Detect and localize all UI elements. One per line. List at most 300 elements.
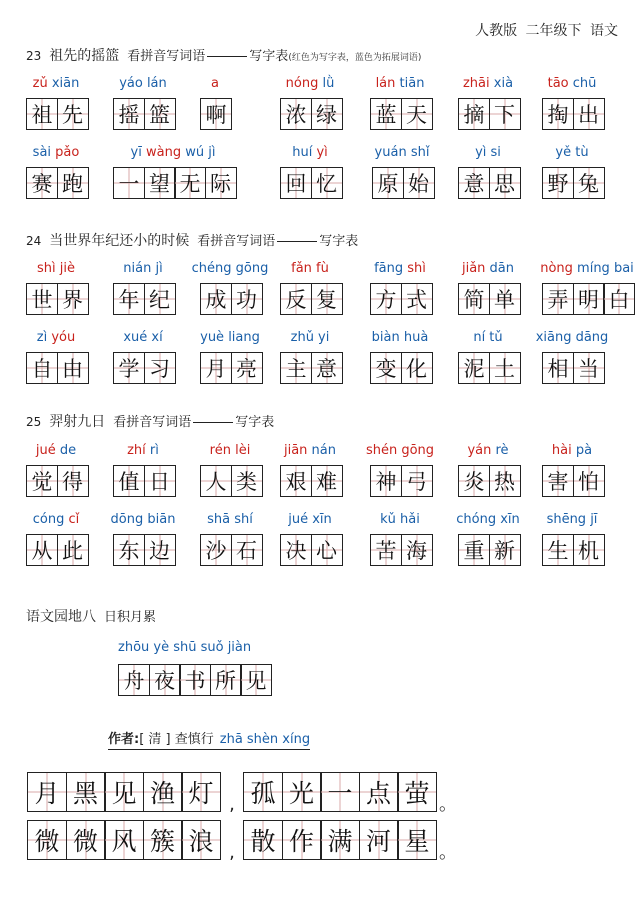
tianzige-boxes xyxy=(372,167,435,199)
lesson-number: 25 xyxy=(26,415,42,429)
poem-cell: 满 xyxy=(320,820,360,860)
pinyin-segment: yuán shǐ xyxy=(374,145,430,160)
poem-title-pinyin: zhōu yè shū suǒ jiàn xyxy=(118,640,252,655)
word-item xyxy=(113,330,173,400)
word-item xyxy=(280,261,340,331)
pinyin-segment: xué xí xyxy=(123,330,163,345)
word-item xyxy=(370,261,430,331)
tianzige-boxes xyxy=(542,98,605,130)
lesson-task: 看拼音写词语 xyxy=(127,49,206,64)
word-item xyxy=(200,76,230,146)
pinyin-segment: rén lèi xyxy=(209,443,251,458)
tianzige-cell: 功 xyxy=(231,283,263,315)
tianzige-cell: 热 xyxy=(489,465,521,497)
pinyin-segment: sài xyxy=(32,145,56,160)
lesson-name: 当世界年纪还小的时候 xyxy=(49,233,190,249)
word-item xyxy=(200,330,260,400)
pinyin-segment: lǜ xyxy=(318,76,335,91)
word-item xyxy=(26,330,86,400)
tianzige-boxes xyxy=(542,167,605,199)
word-item xyxy=(542,145,602,215)
lesson-name: 祖先的摇篮 xyxy=(49,48,120,64)
tianzige-cell: 篮 xyxy=(144,98,176,130)
word-pinyin xyxy=(532,261,640,277)
tianzige-cell: 白 xyxy=(603,283,635,315)
poem-cell: 黑 xyxy=(66,772,106,812)
word-pinyin xyxy=(360,512,440,528)
tianzige-cell: 土 xyxy=(489,352,521,384)
pinyin-segment: dān xyxy=(485,261,515,276)
word-pinyin xyxy=(448,443,528,459)
word-pinyin xyxy=(270,261,350,277)
tianzige-cell: 沙 xyxy=(200,534,232,566)
tianzige-cell: 生 xyxy=(542,534,574,566)
tianzige-cell: 一 xyxy=(113,167,145,199)
word-pinyin xyxy=(362,145,442,161)
tianzige-boxes xyxy=(458,352,521,384)
author-name: [ 清 ] 查慎行 xyxy=(139,732,214,747)
pinyin-segment: xià xyxy=(489,76,514,91)
pinyin-segment: zhǔ yi xyxy=(290,330,330,345)
poem-cell: 月 xyxy=(27,772,67,812)
tianzige-boxes xyxy=(26,352,89,384)
pinyin-segment: yuè liang xyxy=(200,330,260,345)
tianzige-cell: 啊 xyxy=(200,98,232,130)
tianzige-cell: 成 xyxy=(200,283,232,315)
word-pinyin xyxy=(103,76,183,92)
word-pinyin xyxy=(190,76,240,92)
tianzige-cell: 掏 xyxy=(542,98,574,130)
tianzige-boxes xyxy=(200,534,263,566)
lesson-number: 23 xyxy=(26,49,42,63)
tianzige-cell: 先 xyxy=(57,98,89,130)
word-pinyin xyxy=(16,76,96,92)
word-pinyin xyxy=(16,330,96,346)
word-pinyin xyxy=(532,443,612,459)
word-item xyxy=(458,330,518,400)
pinyin-segment: shì jiè xyxy=(37,261,75,276)
pinyin-segment: nóng xyxy=(285,76,319,91)
word-pinyin xyxy=(532,512,612,528)
word-pinyin xyxy=(103,261,183,277)
lesson-task2: 写字表 xyxy=(319,234,359,249)
page-header: 人教版 二年级下 语文 xyxy=(475,23,618,39)
tianzige-cell: 炎 xyxy=(458,465,490,497)
pinyin-segment: dōng biān xyxy=(110,512,176,527)
tianzige-boxes xyxy=(458,534,521,566)
title-dash xyxy=(207,56,247,57)
word-item xyxy=(26,443,86,513)
pinyin-segment: cóng xyxy=(32,512,69,527)
word-pinyin xyxy=(16,261,96,277)
tianzige-cell: 野 xyxy=(542,167,574,199)
poem-cell: 散 xyxy=(243,820,283,860)
tianzige-cell: 界 xyxy=(57,283,89,315)
poem-cell: 簇 xyxy=(143,820,183,860)
tianzige-cell: 意 xyxy=(311,352,343,384)
word-item xyxy=(458,261,518,331)
word-item xyxy=(191,261,269,331)
tianzige-cell: 心 xyxy=(311,534,343,566)
poem-half xyxy=(27,772,221,812)
tianzige-boxes xyxy=(26,167,89,199)
word-item xyxy=(370,512,430,582)
tianzige-cell: 忆 xyxy=(311,167,343,199)
tianzige-boxes xyxy=(113,167,237,199)
pinyin-segment: chū xyxy=(568,76,597,91)
poem-cell: 点 xyxy=(359,772,399,812)
tianzige-cell: 反 xyxy=(280,283,312,315)
pinyin-segment: yán xyxy=(467,443,492,458)
pinyin-segment: shén gōng xyxy=(365,443,435,458)
tianzige-cell: 化 xyxy=(401,352,433,384)
tianzige-cell: 此 xyxy=(57,534,89,566)
pinyin-segment: zhí xyxy=(127,443,146,458)
tianzige-cell: 重 xyxy=(458,534,490,566)
pinyin-segment: tiān xyxy=(395,76,425,91)
tianzige-boxes xyxy=(542,534,605,566)
poem-cell: 孤 xyxy=(243,772,283,812)
tianzige-cell: 兔 xyxy=(573,167,605,199)
tianzige-boxes xyxy=(280,98,343,130)
author-label: 作者: xyxy=(108,732,140,747)
pinyin-segment: kǔ hǎi xyxy=(380,512,420,527)
word-item xyxy=(458,443,518,513)
tianzige-boxes xyxy=(458,283,521,315)
tianzige-cell: 东 xyxy=(113,534,145,566)
tianzige-boxes xyxy=(200,283,263,315)
word-pinyin xyxy=(190,261,270,277)
tianzige-cell: 苦 xyxy=(370,534,402,566)
tianzige-cell: 由 xyxy=(57,352,89,384)
pinyin-segment: rè xyxy=(491,443,509,458)
word-item xyxy=(280,512,340,582)
tianzige-cell: 从 xyxy=(26,534,58,566)
pinyin-segment: lán xyxy=(375,76,396,91)
lesson-24-title xyxy=(26,230,358,250)
tianzige-cell: 类 xyxy=(231,465,263,497)
pinyin-segment: yóu xyxy=(51,330,76,345)
word-item xyxy=(26,261,86,331)
word-pinyin xyxy=(190,330,270,346)
word-item xyxy=(280,330,340,400)
pinyin-segment: pà xyxy=(571,443,593,458)
word-row xyxy=(0,145,640,215)
pinyin-segment: shēng jī xyxy=(546,512,598,527)
tianzige-cell: 决 xyxy=(280,534,312,566)
tianzige-cell: 弓 xyxy=(401,465,433,497)
word-pinyin xyxy=(448,330,528,346)
word-item xyxy=(535,330,609,400)
pinyin-segment: shā shí xyxy=(207,512,253,527)
tianzige-boxes xyxy=(370,98,433,130)
tianzige-cell: 值 xyxy=(113,465,145,497)
tianzige-boxes xyxy=(542,465,605,497)
tianzige-boxes xyxy=(113,534,176,566)
tianzige-cell: 边 xyxy=(144,534,176,566)
tianzige-cell: 人 xyxy=(200,465,232,497)
tianzige-cell: 弄 xyxy=(542,283,574,315)
word-pinyin xyxy=(16,145,96,161)
pinyin-segment: zì xyxy=(36,330,52,345)
tianzige-cell: 方 xyxy=(370,283,402,315)
lesson-23-title xyxy=(26,45,421,65)
tianzige-boxes xyxy=(370,534,433,566)
tianzige-boxes xyxy=(280,352,343,384)
lesson-25-title xyxy=(26,411,274,431)
tianzige-cell: 简 xyxy=(458,283,490,315)
pinyin-segment: yì xyxy=(316,145,328,160)
tianzige-boxes xyxy=(113,352,176,384)
poem-title-cell: 见 xyxy=(240,664,272,696)
tianzige-cell: 意 xyxy=(458,167,490,199)
tianzige-cell: 蓝 xyxy=(370,98,402,130)
poem-half xyxy=(27,820,221,860)
tianzige-cell: 际 xyxy=(205,167,237,199)
poem-line-1 xyxy=(27,772,459,815)
word-pinyin xyxy=(360,261,440,277)
word-item xyxy=(200,443,260,513)
title-dash xyxy=(193,422,233,423)
poem-cell: 风 xyxy=(104,820,144,860)
tianzige-cell: 相 xyxy=(542,352,574,384)
tianzige-boxes xyxy=(113,98,176,130)
word-pinyin xyxy=(103,330,183,346)
tianzige-cell: 亮 xyxy=(231,352,263,384)
pinyin-segment: yě tù xyxy=(555,145,589,160)
word-pinyin xyxy=(103,145,243,161)
pinyin-segment: míng bai xyxy=(572,261,634,276)
pinyin-segment: xiān xyxy=(51,76,80,91)
pinyin-segment: yì si xyxy=(475,145,501,160)
tianzige-cell: 习 xyxy=(144,352,176,384)
lesson-number: 24 xyxy=(26,234,42,248)
word-row xyxy=(0,76,640,146)
word-item xyxy=(542,261,632,331)
tianzige-boxes xyxy=(370,352,433,384)
word-item xyxy=(370,76,430,146)
poem-punctuation: , xyxy=(229,794,235,815)
tianzige-boxes xyxy=(370,465,433,497)
word-row xyxy=(0,443,640,513)
pinyin-segment: pǎo xyxy=(55,145,80,160)
word-item xyxy=(458,145,518,215)
pinyin-segment: de xyxy=(55,443,77,458)
tianzige-cell: 学 xyxy=(113,352,145,384)
tianzige-cell: 年 xyxy=(113,283,145,315)
word-pinyin xyxy=(270,443,350,459)
word-item xyxy=(200,512,260,582)
word-item xyxy=(113,443,173,513)
poem-cell: 浪 xyxy=(181,820,221,860)
tianzige-cell: 日 xyxy=(144,465,176,497)
word-item xyxy=(542,443,602,513)
word-item xyxy=(280,145,340,215)
tianzige-boxes xyxy=(280,167,343,199)
tianzige-cell: 祖 xyxy=(26,98,58,130)
word-item xyxy=(458,512,518,582)
poem-punctuation: , xyxy=(229,842,235,863)
pinyin-segment: ní tǔ xyxy=(473,330,503,345)
pinyin-segment: wú jì xyxy=(181,145,216,160)
word-item xyxy=(110,512,176,582)
garden-title: 语文园地八 xyxy=(26,609,96,625)
tianzige-cell: 难 xyxy=(311,465,343,497)
pinyin-segment: jiǎn xyxy=(461,261,486,276)
lesson-task2: 写字表 xyxy=(235,415,275,430)
tianzige-boxes xyxy=(280,534,343,566)
tianzige-cell: 下 xyxy=(489,98,521,130)
pinyin-segment: nòng xyxy=(540,261,573,276)
poem-cell: 微 xyxy=(27,820,67,860)
tianzige-cell: 天 xyxy=(401,98,433,130)
tianzige-boxes xyxy=(370,283,433,315)
word-item xyxy=(26,76,86,146)
word-item xyxy=(372,145,432,215)
poem-title-cell: 书 xyxy=(179,664,211,696)
word-pinyin xyxy=(360,443,440,459)
poem-punctuation: 。 xyxy=(439,842,457,863)
poem-line-2 xyxy=(27,820,459,863)
tianzige-boxes xyxy=(458,465,521,497)
word-pinyin xyxy=(270,330,350,346)
tianzige-cell: 海 xyxy=(401,534,433,566)
pinyin-segment: biàn huà xyxy=(371,330,429,345)
poem-title-cell: 舟 xyxy=(118,664,150,696)
word-pinyin xyxy=(190,512,270,528)
tianzige-cell: 浓 xyxy=(280,98,312,130)
pinyin-segment: chéng gōng xyxy=(191,261,269,276)
tianzige-cell: 赛 xyxy=(26,167,58,199)
tianzige-cell: 明 xyxy=(573,283,605,315)
word-pinyin xyxy=(448,261,528,277)
tianzige-cell: 神 xyxy=(370,465,402,497)
pinyin-segment: jué xīn xyxy=(288,512,332,527)
pinyin-segment: yáo lán xyxy=(119,76,167,91)
pinyin-segment: rì xyxy=(145,443,159,458)
tianzige-cell: 泥 xyxy=(458,352,490,384)
tianzige-cell: 变 xyxy=(370,352,402,384)
pinyin-segment: hài xyxy=(551,443,572,458)
author-line xyxy=(108,728,310,750)
tianzige-boxes xyxy=(113,283,176,315)
tianzige-cell: 艰 xyxy=(280,465,312,497)
tianzige-boxes xyxy=(458,167,521,199)
tianzige-cell: 主 xyxy=(280,352,312,384)
pinyin-segment: nián jì xyxy=(123,261,163,276)
tianzige-boxes xyxy=(542,283,635,315)
word-row xyxy=(0,261,640,331)
poem-cell: 星 xyxy=(397,820,437,860)
pinyin-segment: wàng xyxy=(145,145,182,160)
tianzige-boxes xyxy=(26,465,89,497)
tianzige-cell: 当 xyxy=(573,352,605,384)
tianzige-cell: 石 xyxy=(231,534,263,566)
tianzige-cell: 原 xyxy=(372,167,404,199)
poem-cell: 微 xyxy=(66,820,106,860)
pinyin-segment: fāng xyxy=(374,261,408,276)
tianzige-cell: 自 xyxy=(26,352,58,384)
tianzige-cell: 纪 xyxy=(144,283,176,315)
word-pinyin xyxy=(270,76,350,92)
tianzige-cell: 望 xyxy=(144,167,176,199)
word-pinyin xyxy=(448,512,528,528)
pinyin-segment: chóng xīn xyxy=(456,512,520,527)
word-item xyxy=(280,76,340,146)
pinyin-segment: huí xyxy=(292,145,317,160)
lesson-task: 看拼音写词语 xyxy=(197,234,276,249)
tianzige-cell: 摇 xyxy=(113,98,145,130)
pinyin-segment: xiāng dāng xyxy=(535,330,609,345)
poem-cell: 作 xyxy=(282,820,322,860)
tianzige-boxes xyxy=(280,465,343,497)
word-pinyin xyxy=(360,330,440,346)
word-pinyin xyxy=(103,443,183,459)
word-item xyxy=(113,145,233,215)
lesson-task2: 写字表 xyxy=(249,49,289,64)
poem-punctuation: 。 xyxy=(439,794,457,815)
lesson-name: 羿射九日 xyxy=(49,414,106,430)
poem-cell: 萤 xyxy=(397,772,437,812)
poem-cell: 见 xyxy=(104,772,144,812)
poem-half xyxy=(243,772,437,812)
word-item xyxy=(113,76,173,146)
pinyin-segment: a xyxy=(211,76,219,91)
tianzige-boxes xyxy=(26,283,89,315)
word-pinyin xyxy=(448,145,528,161)
word-item xyxy=(365,443,435,513)
pinyin-segment: fǎn fù xyxy=(291,261,329,276)
word-pinyin xyxy=(190,443,270,459)
tianzige-cell: 月 xyxy=(200,352,232,384)
word-item xyxy=(370,330,430,400)
tianzige-cell: 始 xyxy=(403,167,435,199)
word-pinyin xyxy=(448,76,528,92)
poem-cell: 灯 xyxy=(181,772,221,812)
pinyin-segment: zǔ xyxy=(32,76,52,91)
tianzige-boxes xyxy=(113,465,176,497)
pinyin-segment: nán xyxy=(307,443,336,458)
tianzige-cell: 出 xyxy=(573,98,605,130)
poem-cell: 渔 xyxy=(143,772,183,812)
word-item xyxy=(542,76,602,146)
tianzige-cell: 怕 xyxy=(573,465,605,497)
word-pinyin xyxy=(360,76,440,92)
poem-title-cell: 夜 xyxy=(149,664,181,696)
word-item xyxy=(113,261,173,331)
tianzige-cell: 跑 xyxy=(57,167,89,199)
tianzige-cell: 摘 xyxy=(458,98,490,130)
word-item xyxy=(458,76,518,146)
pinyin-segment: yī xyxy=(130,145,146,160)
tianzige-boxes xyxy=(280,283,343,315)
title-dash xyxy=(277,241,317,242)
tianzige-cell: 绿 xyxy=(311,98,343,130)
lesson-task: 看拼音写词语 xyxy=(113,415,192,430)
word-pinyin xyxy=(16,443,96,459)
poem-cell: 光 xyxy=(282,772,322,812)
word-row xyxy=(0,512,640,582)
tianzige-cell: 觉 xyxy=(26,465,58,497)
tianzige-boxes xyxy=(542,352,605,384)
word-item xyxy=(26,145,86,215)
lesson-note: (红色为写字表，蓝色为拓展词语) xyxy=(288,53,422,63)
word-pinyin xyxy=(532,76,612,92)
word-row xyxy=(0,330,640,400)
word-pinyin xyxy=(103,512,183,528)
word-pinyin xyxy=(16,512,96,528)
tianzige-cell: 无 xyxy=(174,167,206,199)
